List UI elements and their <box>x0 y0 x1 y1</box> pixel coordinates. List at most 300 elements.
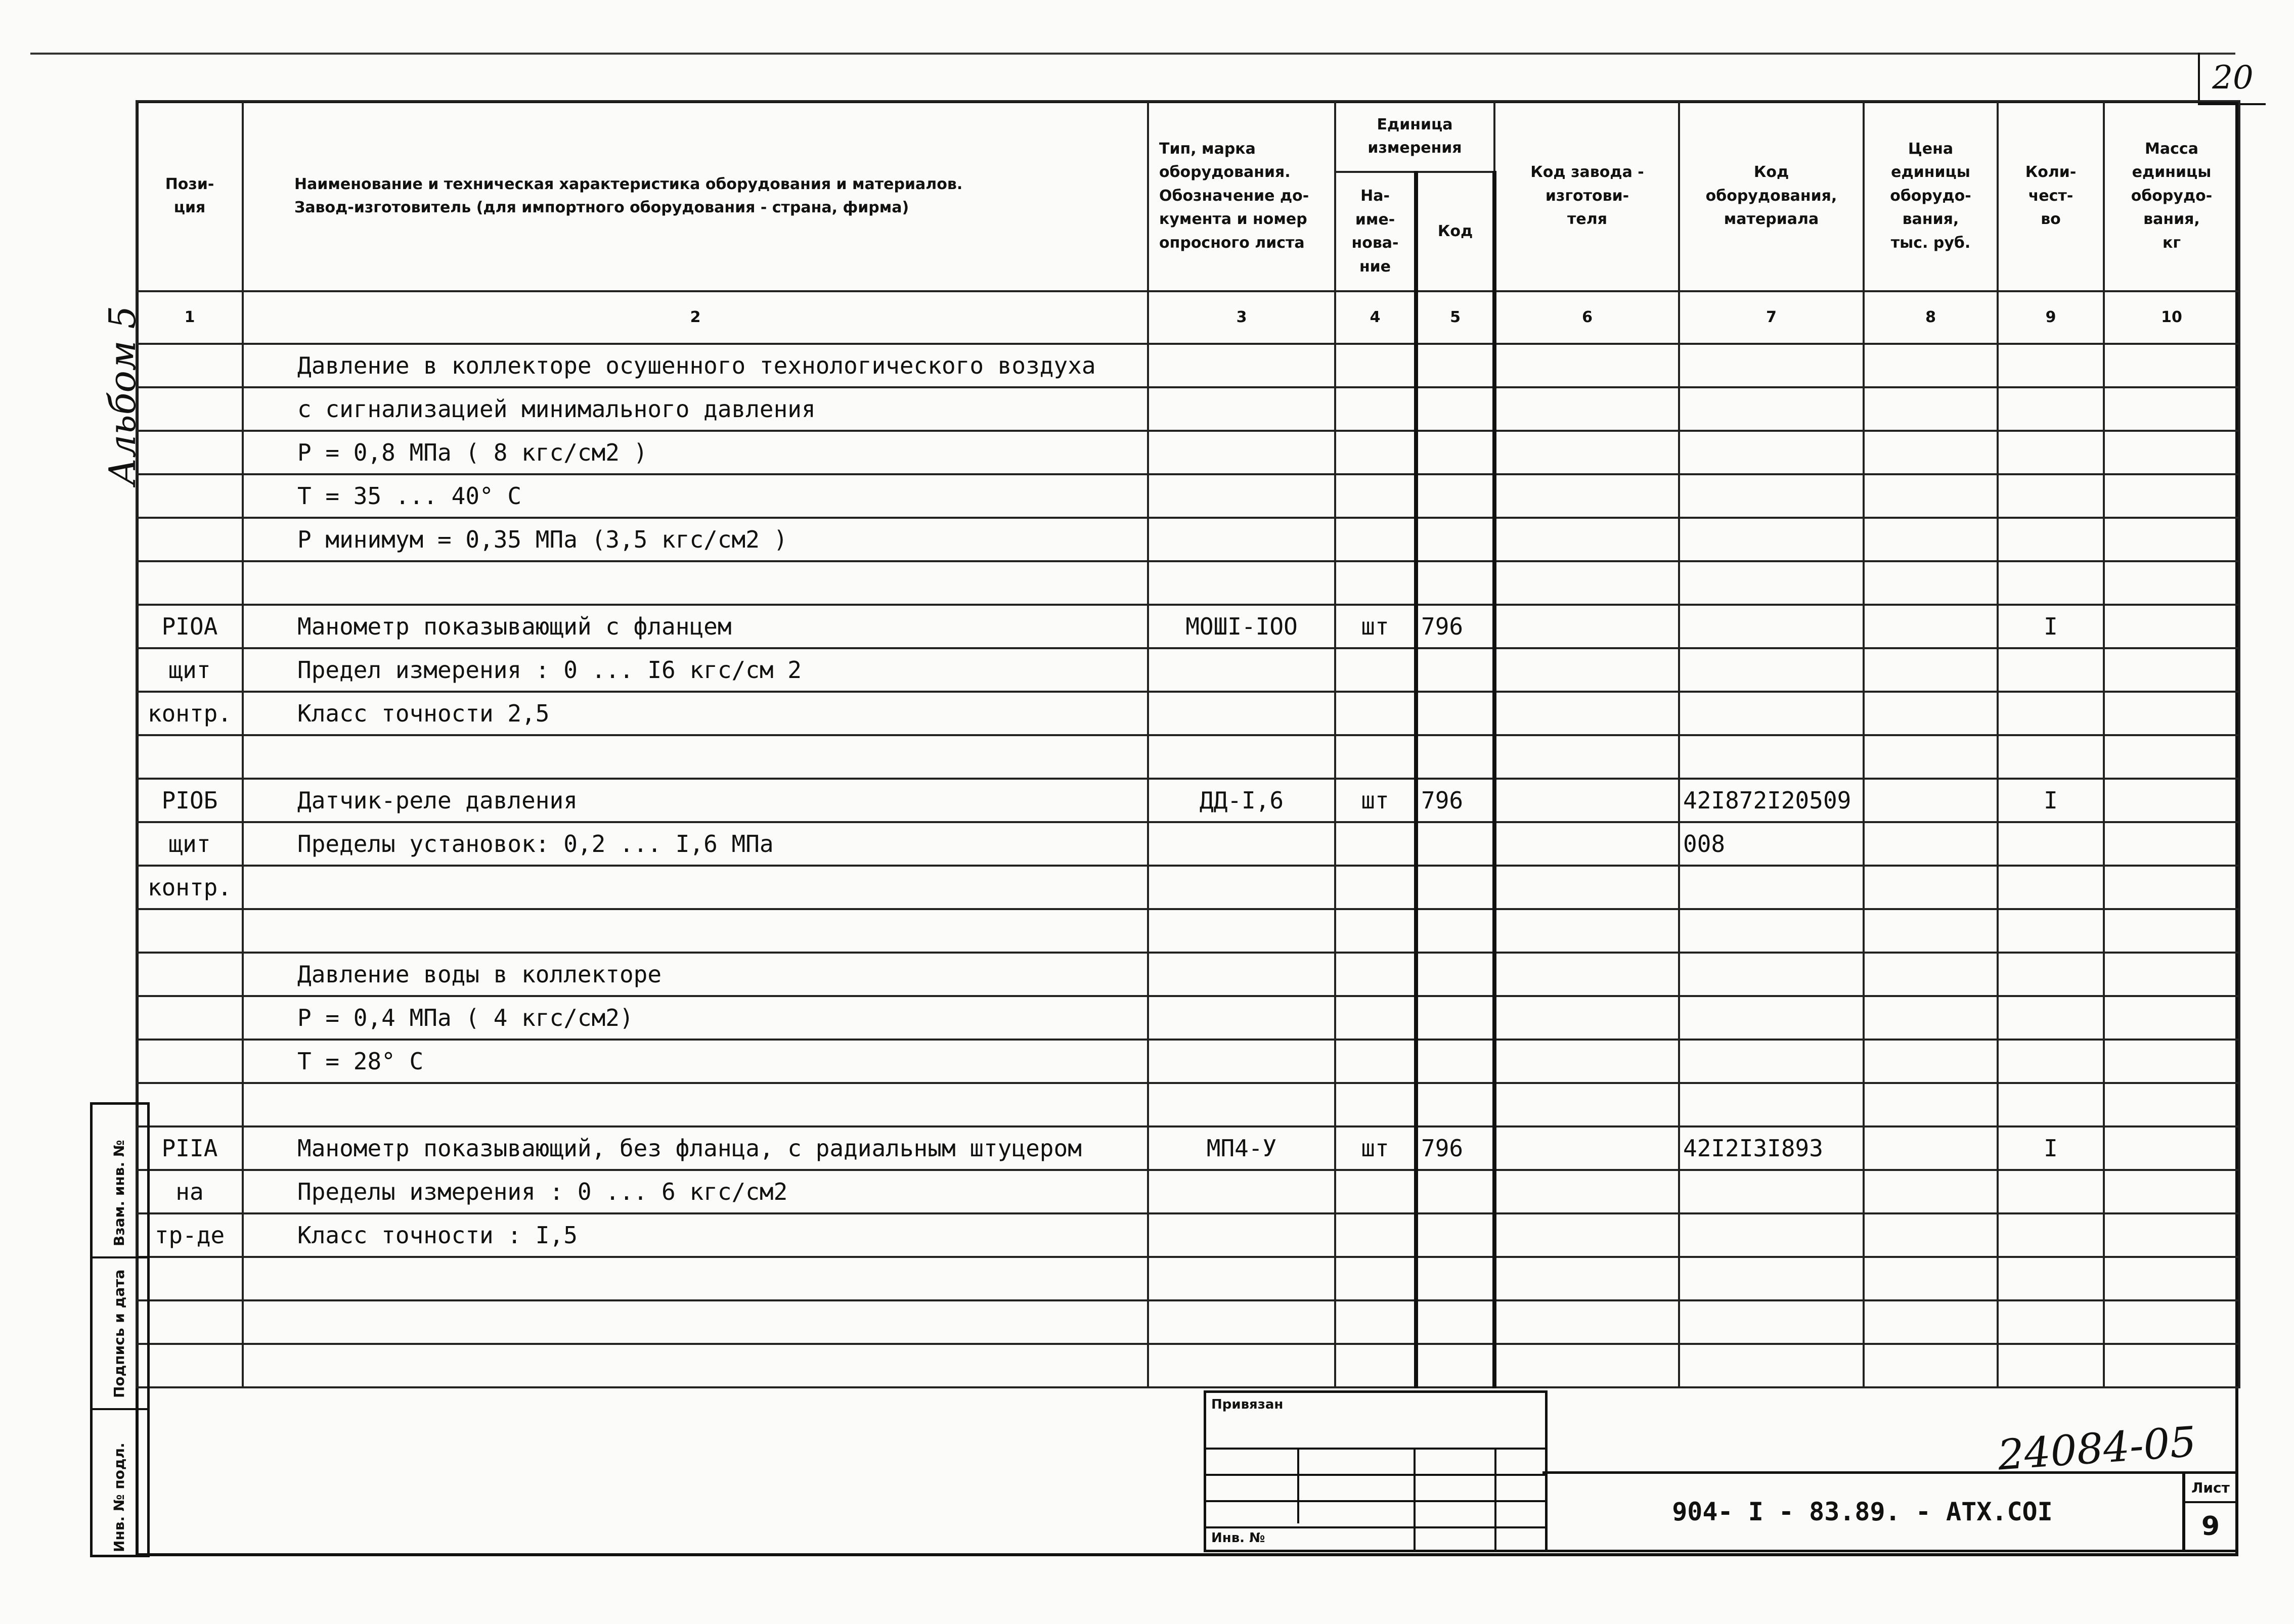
name-cell <box>243 1257 1148 1300</box>
plant-code-cell <box>1494 909 1679 953</box>
header-plant-code <box>1494 101 1679 291</box>
stamp-divider <box>93 1256 147 1258</box>
unit-code-cell <box>1416 1083 1494 1126</box>
type-cell <box>1148 1083 1335 1126</box>
price-cell <box>1864 561 1998 605</box>
privyazan-label: Привязан <box>1211 1397 1284 1412</box>
price-cell <box>1864 1083 1998 1126</box>
name-cell: Р = 0,4 МПа ( 4 кгс/см2) <box>243 996 1148 1040</box>
plant-code-cell <box>1494 344 1679 387</box>
header-mass <box>2104 101 2239 291</box>
mass-cell <box>2104 1257 2239 1300</box>
header-name <box>243 101 1148 291</box>
unit-name-cell: шт <box>1335 605 1416 648</box>
type-cell <box>1148 909 1335 953</box>
plant-code-cell <box>1494 648 1679 692</box>
plant-code-cell <box>1494 996 1679 1040</box>
header-material-code <box>1679 101 1864 291</box>
quantity-cell <box>1998 344 2104 387</box>
quantity-cell: I <box>1998 779 2104 822</box>
type-cell <box>1148 1257 1335 1300</box>
quantity-cell <box>1998 1213 2104 1257</box>
plant-code-cell <box>1494 1126 1679 1170</box>
unit-code-cell <box>1416 735 1494 779</box>
unit-name-cell <box>1335 344 1416 387</box>
type-cell <box>1148 1300 1335 1344</box>
quantity-cell <box>1998 866 2104 909</box>
column-number: 4 <box>1335 291 1416 344</box>
material-code-cell <box>1679 735 1864 779</box>
material-code-cell <box>1679 1300 1864 1344</box>
top-border-line <box>30 53 2235 55</box>
unit-code-cell <box>1416 996 1494 1040</box>
material-code-cell <box>1679 1344 1864 1387</box>
plant-code-cell <box>1494 1083 1679 1126</box>
type-cell <box>1148 866 1335 909</box>
quantity-cell <box>1998 996 2104 1040</box>
unit-name-cell <box>1335 822 1416 866</box>
table-row <box>137 692 2239 735</box>
plant-code-cell <box>1494 387 1679 431</box>
plant-code-cell <box>1494 561 1679 605</box>
price-cell <box>1864 1126 1998 1170</box>
plant-code-cell <box>1494 1344 1679 1387</box>
table-row <box>137 431 2239 474</box>
material-code-cell <box>1679 518 1864 561</box>
unit-code-cell <box>1416 909 1494 953</box>
quantity-cell <box>1998 518 2104 561</box>
position-cell: на <box>137 1170 243 1213</box>
mass-cell <box>2104 561 2239 605</box>
unit-name-cell <box>1335 1040 1416 1083</box>
table-row <box>137 344 2239 387</box>
plant-code-cell <box>1494 692 1679 735</box>
mass-cell <box>2104 1300 2239 1344</box>
quantity-cell <box>1998 561 2104 605</box>
quantity-cell <box>1998 1300 2104 1344</box>
material-code-cell <box>1679 1170 1864 1213</box>
unit-name-cell <box>1335 692 1416 735</box>
quantity-cell <box>1998 692 2104 735</box>
column-number-row <box>137 291 2239 344</box>
header-unit-name <box>1335 172 1416 291</box>
position-cell <box>137 1040 243 1083</box>
stamp-divider <box>93 1408 147 1410</box>
position-cell: щит <box>137 822 243 866</box>
position-cell: тр-де <box>137 1213 243 1257</box>
header-position <box>137 101 243 291</box>
plant-code-cell <box>1494 518 1679 561</box>
header-unit-code <box>1416 172 1494 291</box>
table-row <box>137 866 2239 909</box>
quantity-cell <box>1998 1344 2104 1387</box>
material-code-cell <box>1679 431 1864 474</box>
quantity-cell <box>1998 1170 2104 1213</box>
name-cell: Манометр показывающий, без фланца, с радиальным штуцером <box>243 1126 1148 1170</box>
position-cell: контр. <box>137 692 243 735</box>
type-cell <box>1148 822 1335 866</box>
plant-code-cell <box>1494 779 1679 822</box>
specification-table <box>136 100 2240 1388</box>
unit-code-cell <box>1416 518 1494 561</box>
material-code-cell <box>1679 1040 1864 1083</box>
stamp-original-inv: Инв. № подл. <box>111 1442 127 1552</box>
plant-code-cell <box>1494 1040 1679 1083</box>
header-text: Наименование и техническая характеристика оборудования и материалов. Завод-изготовитель (для импортного оборудования - страна, фирма) <box>294 175 963 216</box>
material-code-cell <box>1679 474 1864 518</box>
unit-code-cell <box>1416 474 1494 518</box>
quantity-cell <box>1998 909 2104 953</box>
mass-cell <box>2104 1040 2239 1083</box>
price-cell <box>1864 1170 1998 1213</box>
header-text: Код <box>1437 222 1473 240</box>
material-code-cell <box>1679 953 1864 996</box>
price-cell <box>1864 1300 1998 1344</box>
table-row <box>137 605 2239 648</box>
position-cell <box>137 953 243 996</box>
header-text: Код завода - изготови- теля <box>1530 163 1644 229</box>
table-row <box>137 1126 2239 1170</box>
position-cell <box>137 1257 243 1300</box>
price-cell <box>1864 1344 1998 1387</box>
position-cell <box>137 431 243 474</box>
price-cell <box>1864 431 1998 474</box>
unit-name-cell: шт <box>1335 1126 1416 1170</box>
price-cell <box>1864 996 1998 1040</box>
unit-code-cell <box>1416 387 1494 431</box>
name-cell: Р = 0,8 МПа ( 8 кгс/см2 ) <box>243 431 1148 474</box>
mass-cell <box>2104 344 2239 387</box>
header-text: На- име- нова- ние <box>1351 187 1399 276</box>
column-number: 9 <box>1998 291 2104 344</box>
price-cell <box>1864 953 1998 996</box>
name-cell: Пределы измерения : 0 ... 6 кгс/см2 <box>243 1170 1148 1213</box>
unit-code-cell <box>1416 561 1494 605</box>
plant-code-cell <box>1494 1170 1679 1213</box>
type-cell <box>1148 561 1335 605</box>
type-cell <box>1148 387 1335 431</box>
plant-code-cell <box>1494 605 1679 648</box>
type-cell <box>1148 431 1335 474</box>
unit-name-cell <box>1335 648 1416 692</box>
unit-code-cell <box>1416 648 1494 692</box>
mass-cell <box>2104 779 2239 822</box>
name-cell: Т = 28° С <box>243 1040 1148 1083</box>
price-cell <box>1864 518 1998 561</box>
quantity-cell <box>1998 1083 2104 1126</box>
name-cell: с сигнализацией минимального давления <box>243 387 1148 431</box>
header-unit-group <box>1335 101 1494 172</box>
table-row <box>137 387 2239 431</box>
position-cell <box>137 387 243 431</box>
type-cell <box>1148 1170 1335 1213</box>
material-code-cell: 42I872I20509 <box>1679 779 1864 822</box>
unit-name-cell <box>1335 387 1416 431</box>
type-cell <box>1148 344 1335 387</box>
price-cell <box>1864 1213 1998 1257</box>
position-cell <box>137 1083 243 1126</box>
unit-code-cell <box>1416 1170 1494 1213</box>
type-cell <box>1148 692 1335 735</box>
mass-cell <box>2104 1213 2239 1257</box>
header-text: Единица измерения <box>1367 115 1462 157</box>
quantity-cell <box>1998 474 2104 518</box>
unit-code-cell <box>1416 1257 1494 1300</box>
name-cell <box>243 561 1148 605</box>
header-text: Коли- чест- во <box>2025 163 2077 229</box>
mass-cell <box>2104 387 2239 431</box>
table-row <box>137 1300 2239 1344</box>
table-row <box>137 735 2239 779</box>
title-vline <box>1494 1448 1496 1550</box>
unit-code-cell <box>1416 866 1494 909</box>
mass-cell <box>2104 692 2239 735</box>
mass-cell <box>2104 1083 2239 1126</box>
column-number: 2 <box>243 291 1148 344</box>
table-row <box>137 474 2239 518</box>
table-row <box>137 779 2239 822</box>
table-row <box>137 1170 2239 1213</box>
mass-cell <box>2104 605 2239 648</box>
handwritten-number: 24084-05 <box>1996 1418 2198 1480</box>
material-code-cell <box>1679 1213 1864 1257</box>
position-cell: PIOA <box>137 605 243 648</box>
plant-code-cell <box>1494 1300 1679 1344</box>
position-cell <box>137 561 243 605</box>
name-cell: Класс точности : I,5 <box>243 1213 1148 1257</box>
position-cell <box>137 1344 243 1387</box>
plant-code-cell <box>1494 1213 1679 1257</box>
table-row <box>137 1344 2239 1387</box>
material-code-cell: 008 <box>1679 822 1864 866</box>
unit-code-cell: 796 <box>1416 605 1494 648</box>
position-cell <box>137 909 243 953</box>
material-code-cell <box>1679 866 1864 909</box>
title-vline <box>1414 1448 1416 1550</box>
table-row <box>137 561 2239 605</box>
position-cell <box>137 735 243 779</box>
table-row <box>137 1257 2239 1300</box>
name-cell: Р минимум = 0,35 МПа (3,5 кгс/см2 ) <box>243 518 1148 561</box>
mass-cell <box>2104 648 2239 692</box>
name-cell <box>243 1083 1148 1126</box>
position-cell: контр. <box>137 866 243 909</box>
plant-code-cell <box>1494 1257 1679 1300</box>
name-cell: Класс точности 2,5 <box>243 692 1148 735</box>
material-code-cell <box>1679 692 1864 735</box>
document-number: 904- I - 83.89. - АТХ.СОI <box>1542 1471 2185 1552</box>
revision-stamp <box>90 1102 150 1557</box>
mass-cell <box>2104 518 2239 561</box>
column-number: 8 <box>1864 291 1998 344</box>
mass-cell <box>2104 474 2239 518</box>
mass-cell <box>2104 909 2239 953</box>
mass-cell <box>2104 996 2239 1040</box>
quantity-cell: I <box>1998 605 2104 648</box>
type-cell <box>1148 518 1335 561</box>
type-cell <box>1148 1040 1335 1083</box>
position-cell <box>137 518 243 561</box>
price-cell <box>1864 1257 1998 1300</box>
title-vline <box>1297 1448 1299 1523</box>
table-row <box>137 648 2239 692</box>
mass-cell <box>2104 735 2239 779</box>
sheet-number: 9 <box>2201 1511 2220 1542</box>
name-cell <box>243 1300 1148 1344</box>
position-cell <box>137 1300 243 1344</box>
position-cell: PIOБ <box>137 779 243 822</box>
unit-code-cell: 796 <box>1416 779 1494 822</box>
unit-code-cell <box>1416 1300 1494 1344</box>
name-cell <box>243 1344 1148 1387</box>
name-cell: Датчик-реле давления <box>243 779 1148 822</box>
column-number: 5 <box>1416 291 1494 344</box>
column-number: 6 <box>1494 291 1679 344</box>
name-cell <box>243 866 1148 909</box>
mass-cell <box>2104 1170 2239 1213</box>
name-cell: Пределы установок: 0,2 ... I,6 МПа <box>243 822 1148 866</box>
unit-code-cell <box>1416 431 1494 474</box>
name-cell: Давление в коллекторе осушенного технологического воздуха <box>243 344 1148 387</box>
table-row <box>137 822 2239 866</box>
stamp-replace-inv: Взам. инв. № <box>111 1140 127 1246</box>
unit-name-cell <box>1335 561 1416 605</box>
name-cell: Давление воды в коллекторе <box>243 953 1148 996</box>
column-number: 1 <box>137 291 243 344</box>
material-code-cell <box>1679 561 1864 605</box>
table-row <box>137 1040 2239 1083</box>
type-cell <box>1148 1344 1335 1387</box>
price-cell <box>1864 648 1998 692</box>
price-cell <box>1864 474 1998 518</box>
table-row <box>137 1213 2239 1257</box>
header-text: Тип, марка оборудования. Обозначение до- кумента и номер опросного листа <box>1159 140 1309 252</box>
table-row <box>137 1083 2239 1126</box>
price-cell <box>1864 605 1998 648</box>
position-cell <box>137 474 243 518</box>
quantity-cell <box>1998 387 2104 431</box>
unit-name-cell <box>1335 1300 1416 1344</box>
quantity-cell <box>1998 1257 2104 1300</box>
quantity-cell <box>1998 953 2104 996</box>
position-cell: щит <box>137 648 243 692</box>
unit-name-cell <box>1335 1083 1416 1126</box>
quantity-cell: I <box>1998 1126 2104 1170</box>
name-cell: Предел измерения : 0 ... I6 кгс/см 2 <box>243 648 1148 692</box>
unit-name-cell <box>1335 909 1416 953</box>
type-cell: ДД-I,6 <box>1148 779 1335 822</box>
name-cell: Манометр показывающий с фланцем <box>243 605 1148 648</box>
column-number: 3 <box>1148 291 1335 344</box>
mass-cell <box>2104 1126 2239 1170</box>
material-code-cell <box>1679 648 1864 692</box>
position-cell <box>137 996 243 1040</box>
type-cell <box>1148 1213 1335 1257</box>
unit-name-cell <box>1335 518 1416 561</box>
unit-name-cell <box>1335 735 1416 779</box>
inv-no-label: Инв. № <box>1211 1530 1265 1546</box>
column-number: 10 <box>2104 291 2239 344</box>
unit-code-cell <box>1416 1040 1494 1083</box>
type-cell <box>1148 648 1335 692</box>
name-cell: Т = 35 ... 40° С <box>243 474 1148 518</box>
plant-code-cell <box>1494 735 1679 779</box>
material-code-cell <box>1679 387 1864 431</box>
material-code-cell <box>1679 996 1864 1040</box>
type-cell <box>1148 953 1335 996</box>
material-code-cell <box>1679 605 1864 648</box>
stamp-signature-date: Подпись и дата <box>111 1269 127 1398</box>
header-quantity <box>1998 101 2104 291</box>
name-cell <box>243 909 1148 953</box>
material-code-cell <box>1679 1083 1864 1126</box>
material-code-cell: 42I2I3I893 <box>1679 1126 1864 1170</box>
price-cell <box>1864 866 1998 909</box>
column-number: 7 <box>1679 291 1864 344</box>
price-cell <box>1864 735 1998 779</box>
unit-name-cell <box>1335 474 1416 518</box>
price-cell <box>1864 1040 1998 1083</box>
unit-code-cell <box>1416 692 1494 735</box>
type-cell: МП4-У <box>1148 1126 1335 1170</box>
price-cell <box>1864 692 1998 735</box>
header-type <box>1148 101 1335 291</box>
plant-code-cell <box>1494 866 1679 909</box>
quantity-cell <box>1998 735 2104 779</box>
position-cell: PIIA <box>137 1126 243 1170</box>
mass-cell <box>2104 953 2239 996</box>
position-cell <box>137 344 243 387</box>
mass-cell <box>2104 431 2239 474</box>
sheet-box <box>2183 1471 2238 1552</box>
unit-name-cell: шт <box>1335 779 1416 822</box>
unit-name-cell <box>1335 1344 1416 1387</box>
plant-code-cell <box>1494 431 1679 474</box>
unit-name-cell <box>1335 866 1416 909</box>
material-code-cell <box>1679 909 1864 953</box>
unit-name-cell <box>1335 431 1416 474</box>
unit-code-cell <box>1416 953 1494 996</box>
table-row <box>137 996 2239 1040</box>
quantity-cell <box>1998 822 2104 866</box>
type-cell <box>1148 474 1335 518</box>
price-cell <box>1864 779 1998 822</box>
header-text: Цена единицы оборудо- вания, тыс. руб. <box>1890 140 1971 252</box>
unit-name-cell <box>1335 1257 1416 1300</box>
page-number: 20 <box>2198 53 2266 105</box>
type-cell <box>1148 996 1335 1040</box>
name-cell <box>243 735 1148 779</box>
mass-cell <box>2104 1344 2239 1387</box>
quantity-cell <box>1998 1040 2104 1083</box>
header-price <box>1864 101 1998 291</box>
header-text: Код оборудования, материала <box>1705 163 1837 229</box>
table-row <box>137 909 2239 953</box>
price-cell <box>1864 344 1998 387</box>
quantity-cell <box>1998 431 2104 474</box>
unit-name-cell <box>1335 1170 1416 1213</box>
mass-cell <box>2104 866 2239 909</box>
mass-cell <box>2104 822 2239 866</box>
price-cell <box>1864 909 1998 953</box>
unit-code-cell: 796 <box>1416 1126 1494 1170</box>
unit-name-cell <box>1335 953 1416 996</box>
unit-name-cell <box>1335 996 1416 1040</box>
sheet-label: Лист <box>2185 1474 2236 1503</box>
plant-code-cell <box>1494 953 1679 996</box>
unit-code-cell <box>1416 822 1494 866</box>
plant-code-cell <box>1494 822 1679 866</box>
